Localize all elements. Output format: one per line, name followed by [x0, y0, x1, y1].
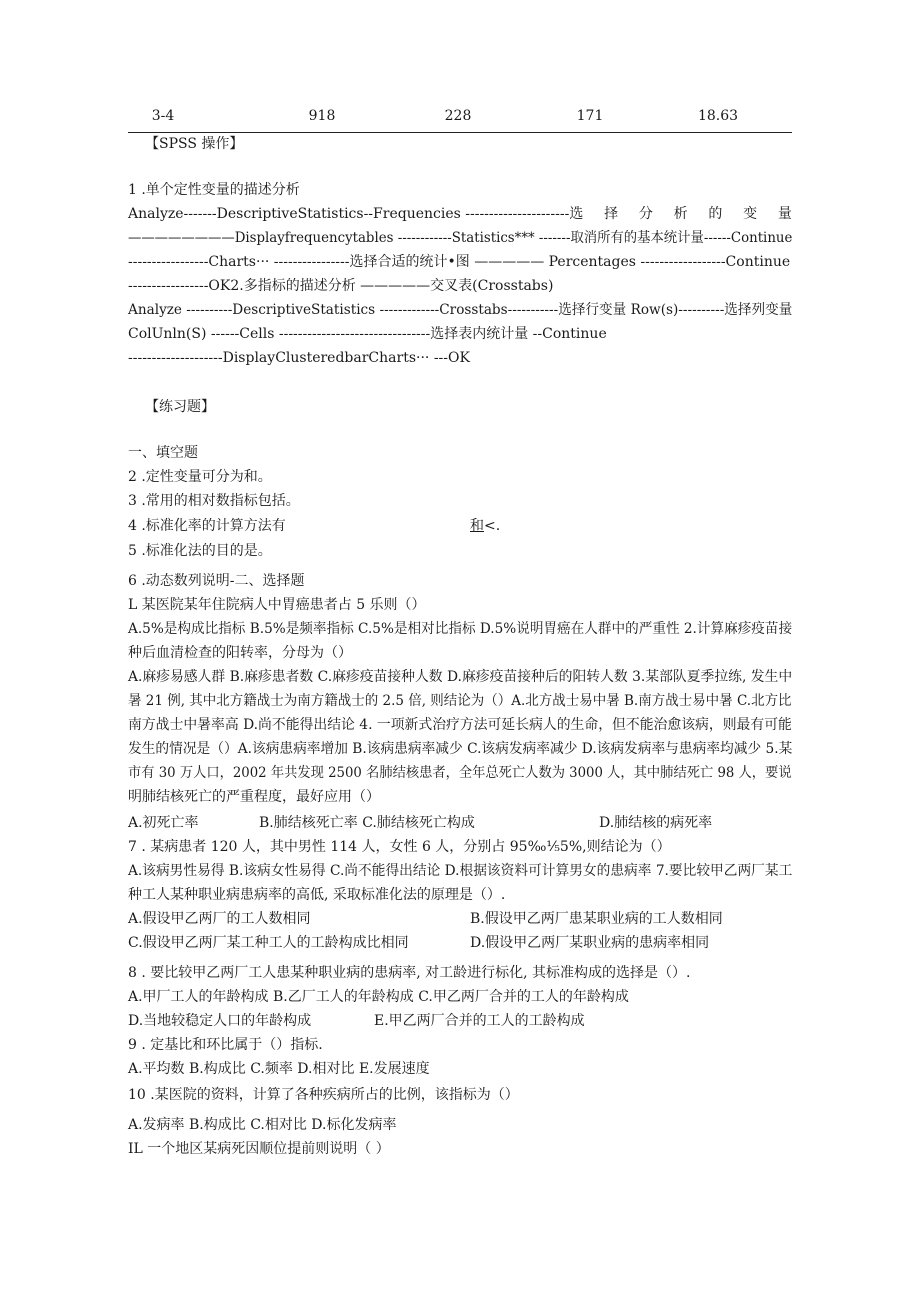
choice-options-row	[128, 812, 199, 834]
table-cell: 918	[308, 108, 336, 124]
spss-line-1: 1 .单个定性变量的描述分析	[128, 182, 300, 198]
option-a: A.假设甲乙两厂的工人数相同	[128, 911, 311, 927]
table-cell: 3-4	[151, 108, 175, 124]
spss-line-7: ColUnln(S) ------Cells --------------------------------选择表内统计量 --Continue	[128, 326, 607, 342]
choice-line: 9 . 定基比和环比属于（）指标.	[128, 1037, 323, 1053]
choice-line: 种工人某种职业病患病率的高低, 采取标准化法的原理是（）.	[128, 887, 506, 903]
choice-line: 南方战士中暑率高 D.尚不能得出结论 4. 一项新式治疗方法可延长病人的生命，但不能治愈该病，则最有可能	[128, 717, 792, 733]
option-a: A.初死亡率	[128, 815, 199, 831]
choice-line: 种后血清检查的阳转率，分母为（）	[128, 645, 352, 661]
spss-line-5: -----------------OK2.多指标的描述分析 —————交叉表(Crosstabs)	[128, 278, 554, 294]
choice-line: 发生的情况是（）A.该病患病率增加 B.该病患病率减少 C.该病发病率减少 D.该病发病率与患病率均减少 5.某	[128, 741, 793, 757]
choice-line: 10 .某医院的资料，计算了各种疾病所占的比例，该指标为（）	[128, 1087, 519, 1103]
option-bc: B.肺结核死亡率 C.肺结核死亡构成	[259, 815, 475, 831]
spss-line-6: Analyze ----------DescriptiveStatistics -------------Crosstabs-----------选择行变量 Row(s)----------选择列变量	[128, 302, 793, 318]
exercise-heading: 【练习题】	[145, 399, 215, 415]
option-c: C.假设甲乙两厂某工种工人的工龄构成比相同	[128, 935, 409, 951]
choice-line: A.平均数 B.构成比 C.频率 D.相对比 E.发展速度	[128, 1061, 430, 1077]
choice-line: 明肺结核死亡的严重程度，最好应用（）	[128, 789, 380, 805]
spss-line-2-text: Analyze-------DescriptiveStatistics--Frequencies ----------------------选	[128, 206, 584, 222]
fill-question-3: 3 .常用的相对数指标包括。	[128, 493, 300, 509]
fill-section-title: 一、填空题	[128, 445, 198, 461]
fill-question-2: 2 .定性变量可分为和。	[128, 469, 272, 485]
table-cell: 228	[444, 108, 472, 124]
choice-line: 暑 21 例, 其中北方籍战士为南方籍战士的 2.5 倍, 则结论为（）A.北方战士易中暑 B.南方战士易中暑 C.北方比	[128, 693, 792, 709]
choice-line: A.甲厂工人的年龄构成 B.乙厂工人的年龄构成 C.甲乙两厂合并的工人的年龄构成	[128, 989, 629, 1005]
fill-question-4-text: 4 .标准化率的计算方法有	[128, 518, 286, 534]
option-e: E.甲乙两厂合并的工人的工龄构成	[374, 1013, 585, 1029]
spss-line-2-char: 分	[638, 206, 653, 222]
spss-line-2	[128, 203, 792, 225]
fill-question-4-and: 和	[470, 518, 484, 534]
choice-line: A.该病男性易得 B.该病女性易得 C.尚不能得出结论 D.根据该资料可计算男女的患病率 7.要比较甲乙两厂某工	[128, 863, 793, 879]
option-d: D.当地较稳定人口的年龄构成	[128, 1013, 312, 1029]
fill-question-4-end: <.	[484, 518, 501, 534]
choice-line: A.5%是构成比指标 B.5%是频率指标 C.5%是相对比指标 D.5%说明胃癌在人群中的严重性 2.计算麻疹疫苗接	[128, 621, 793, 637]
spss-heading: 【SPSS 操作】	[145, 136, 244, 152]
option-d: D.假设甲乙两厂某职业病的患病率相同	[470, 935, 710, 951]
fill-question-4	[128, 515, 501, 537]
fill-question-5: 5 .标准化法的目的是。	[128, 543, 272, 559]
table-cell: 171	[576, 108, 604, 124]
spss-line-2-char: 的	[708, 206, 723, 222]
spss-line-2-char: 量	[777, 206, 792, 222]
choice-line: 市有 30 万人口，2002 年共发现 2500 名肺结核患者，全年总死亡人数为 3000 人，其中肺结死亡 98 人，要说	[128, 765, 792, 781]
spss-line-3: ————————Displayfrequencytables ------------Statistics*** -------取消所有的基本统计量------Continue	[128, 230, 793, 246]
choice-line: A.发病率 B.构成比 C.相对比 D.标化发病率	[128, 1117, 397, 1133]
table-cell: 18.63	[697, 108, 739, 124]
spss-line-4: -----------------Charts··· ----------------选择合适的统计•图 ————— Percentages ------------------Continue	[128, 254, 791, 270]
option-b: B.假设甲乙两厂患某职业病的工人数相同	[470, 911, 723, 927]
spss-line-2-char: 择	[604, 206, 619, 222]
choice-line: IL 一个地区某病死因顺位提前则说明（ ）	[128, 1141, 390, 1157]
spss-line-8: --------------------DisplayClusteredbarCharts··· ---OK	[128, 350, 470, 366]
choice-line: 7 . 某病患者 120 人，其中男性 114 人，女性 6 人，分别占 95‰⅕5%,则结论为（）	[128, 839, 671, 855]
fill-question-6: 6 .动态数列说明-二、选择题	[128, 573, 305, 589]
option-d: D.肺结核的病死率	[599, 815, 713, 831]
choice-line: A.麻疹易感人群 B.麻疹患者数 C.麻疹疫苗接种人数 D.麻疹疫苗接种后的阳转人数 3.某部队夏季拉练, 发生中	[128, 669, 793, 685]
spss-line-2-char: 析	[673, 206, 688, 222]
table-row	[128, 108, 792, 130]
choice-line: L 某医院某年住院病人中胃癌患者占 5 乐则（）	[128, 597, 426, 613]
spss-line-2-char: 变	[743, 206, 758, 222]
choice-line: 8 . 要比较甲乙两厂工人患某种职业病的患病率, 对工龄进行标化, 其标准构成的选择是（）.	[128, 965, 691, 981]
